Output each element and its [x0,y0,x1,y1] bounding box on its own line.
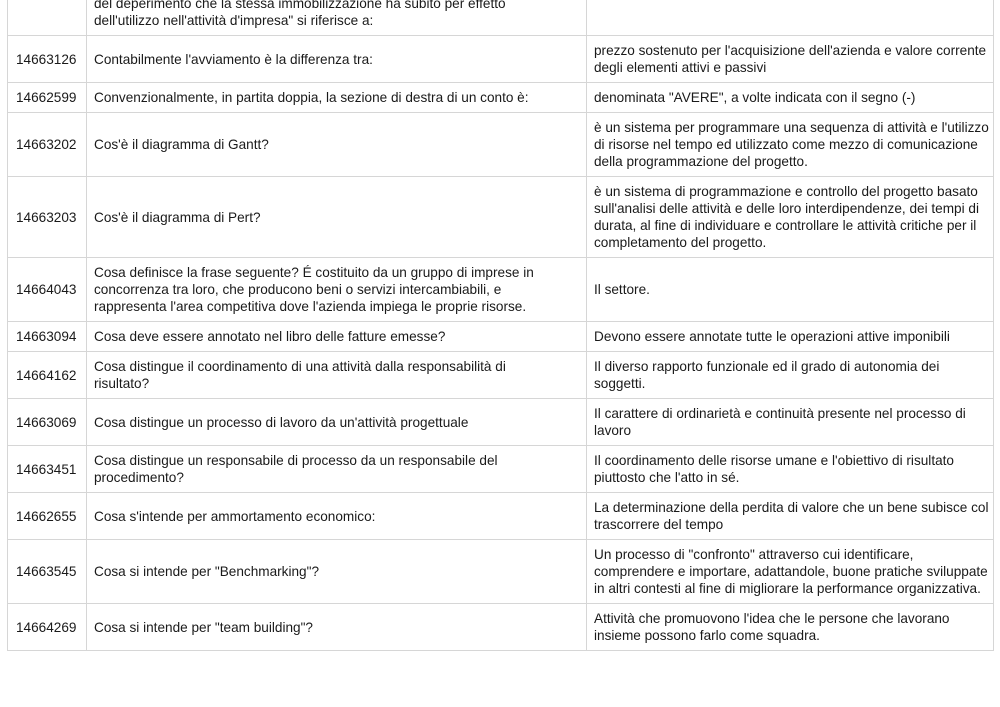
qa-table [7,0,994,651]
question-text: Cosa distingue il coordinamento di una attività dalla responsabilità di risultato? [87,352,587,399]
question-text: del deperimento che la stessa immobilizzazione ha subito per effetto dell'utilizzo nell'attività d'impresa" si riferisce a: [87,0,587,36]
question-id [8,0,87,36]
table-row [8,352,994,399]
answer-text [587,0,994,36]
answer-text: Attività che promuovono l'idea che le persone che lavorano insieme possono farlo come squadra. [587,604,994,651]
question-id: 14664162 [8,352,87,399]
question-text: Cos'è il diagramma di Gantt? [87,113,587,177]
question-text: Convenzionalmente, in partita doppia, la sezione di destra di un conto è: [87,83,587,113]
table-row [8,113,994,177]
question-text: Cos'è il diagramma di Pert? [87,177,587,258]
table-row [8,36,994,83]
table-row [8,0,994,36]
question-text: Cosa distingue un processo di lavoro da un'attività progettuale [87,399,587,446]
question-id: 14662599 [8,83,87,113]
question-text: Cosa s'intende per ammortamento economico: [87,493,587,540]
question-id: 14664269 [8,604,87,651]
answer-text: prezzo sostenuto per l'acquisizione dell'azienda e valore corrente degli elementi attivi e passivi [587,36,994,83]
document-page [7,0,993,651]
question-id: 14663451 [8,446,87,493]
answer-text: Devono essere annotate tutte le operazioni attive imponibili [587,322,994,352]
table-row [8,399,994,446]
table-row [8,604,994,651]
table-row [8,322,994,352]
question-text: Cosa si intende per "Benchmarking"? [87,540,587,604]
answer-text: La determinazione della perdita di valore che un bene subisce col trascorrere del tempo [587,493,994,540]
question-id: 14663545 [8,540,87,604]
answer-text: denominata "AVERE", a volte indicata con il segno (-) [587,83,994,113]
question-id: 14663126 [8,36,87,83]
answer-text: è un sistema di programmazione e controllo del progetto basato sull'analisi delle attività e delle loro interdipendenze, dei tempi di durata, al fine di individuare e controllare le attività critiche per il completamento del progetto. [587,177,994,258]
question-text: Cosa definisce la frase seguente? É costituito da un gruppo di imprese in concorrenza tra loro, che producono beni o servizi intercambiabili, e rappresenta l'area competitiva dove l'azienda impiega le proprie risorse. [87,258,587,322]
question-id: 14663202 [8,113,87,177]
answer-text: Il carattere di ordinarietà e continuità presente nel processo di lavoro [587,399,994,446]
answer-text: Il settore. [587,258,994,322]
answer-text: Un processo di "confronto" attraverso cui identificare, comprendere e importare, adattandole, buone pratiche sviluppate in altri contesti al fine di migliorare la performance organizzativa. [587,540,994,604]
question-id: 14663094 [8,322,87,352]
table-row [8,177,994,258]
table-row [8,540,994,604]
question-text: Cosa deve essere annotato nel libro delle fatture emesse? [87,322,587,352]
question-text: Cosa distingue un responsabile di processo da un responsabile del procedimento? [87,446,587,493]
question-id: 14663069 [8,399,87,446]
question-id: 14663203 [8,177,87,258]
question-id: 14662655 [8,493,87,540]
table-row [8,446,994,493]
answer-text: Il diverso rapporto funzionale ed il grado di autonomia dei soggetti. [587,352,994,399]
table-row [8,258,994,322]
table-row [8,83,994,113]
question-id: 14664043 [8,258,87,322]
table-row [8,493,994,540]
answer-text: è un sistema per programmare una sequenza di attività e l'utilizzo di risorse nel tempo ed utilizzato come mezzo di comunicazione della programmazione del progetto. [587,113,994,177]
answer-text: Il coordinamento delle risorse umane e l'obiettivo di risultato piuttosto che l'atto in sé. [587,446,994,493]
question-text: Cosa si intende per "team building"? [87,604,587,651]
question-text: Contabilmente l'avviamento è la differenza tra: [87,36,587,83]
